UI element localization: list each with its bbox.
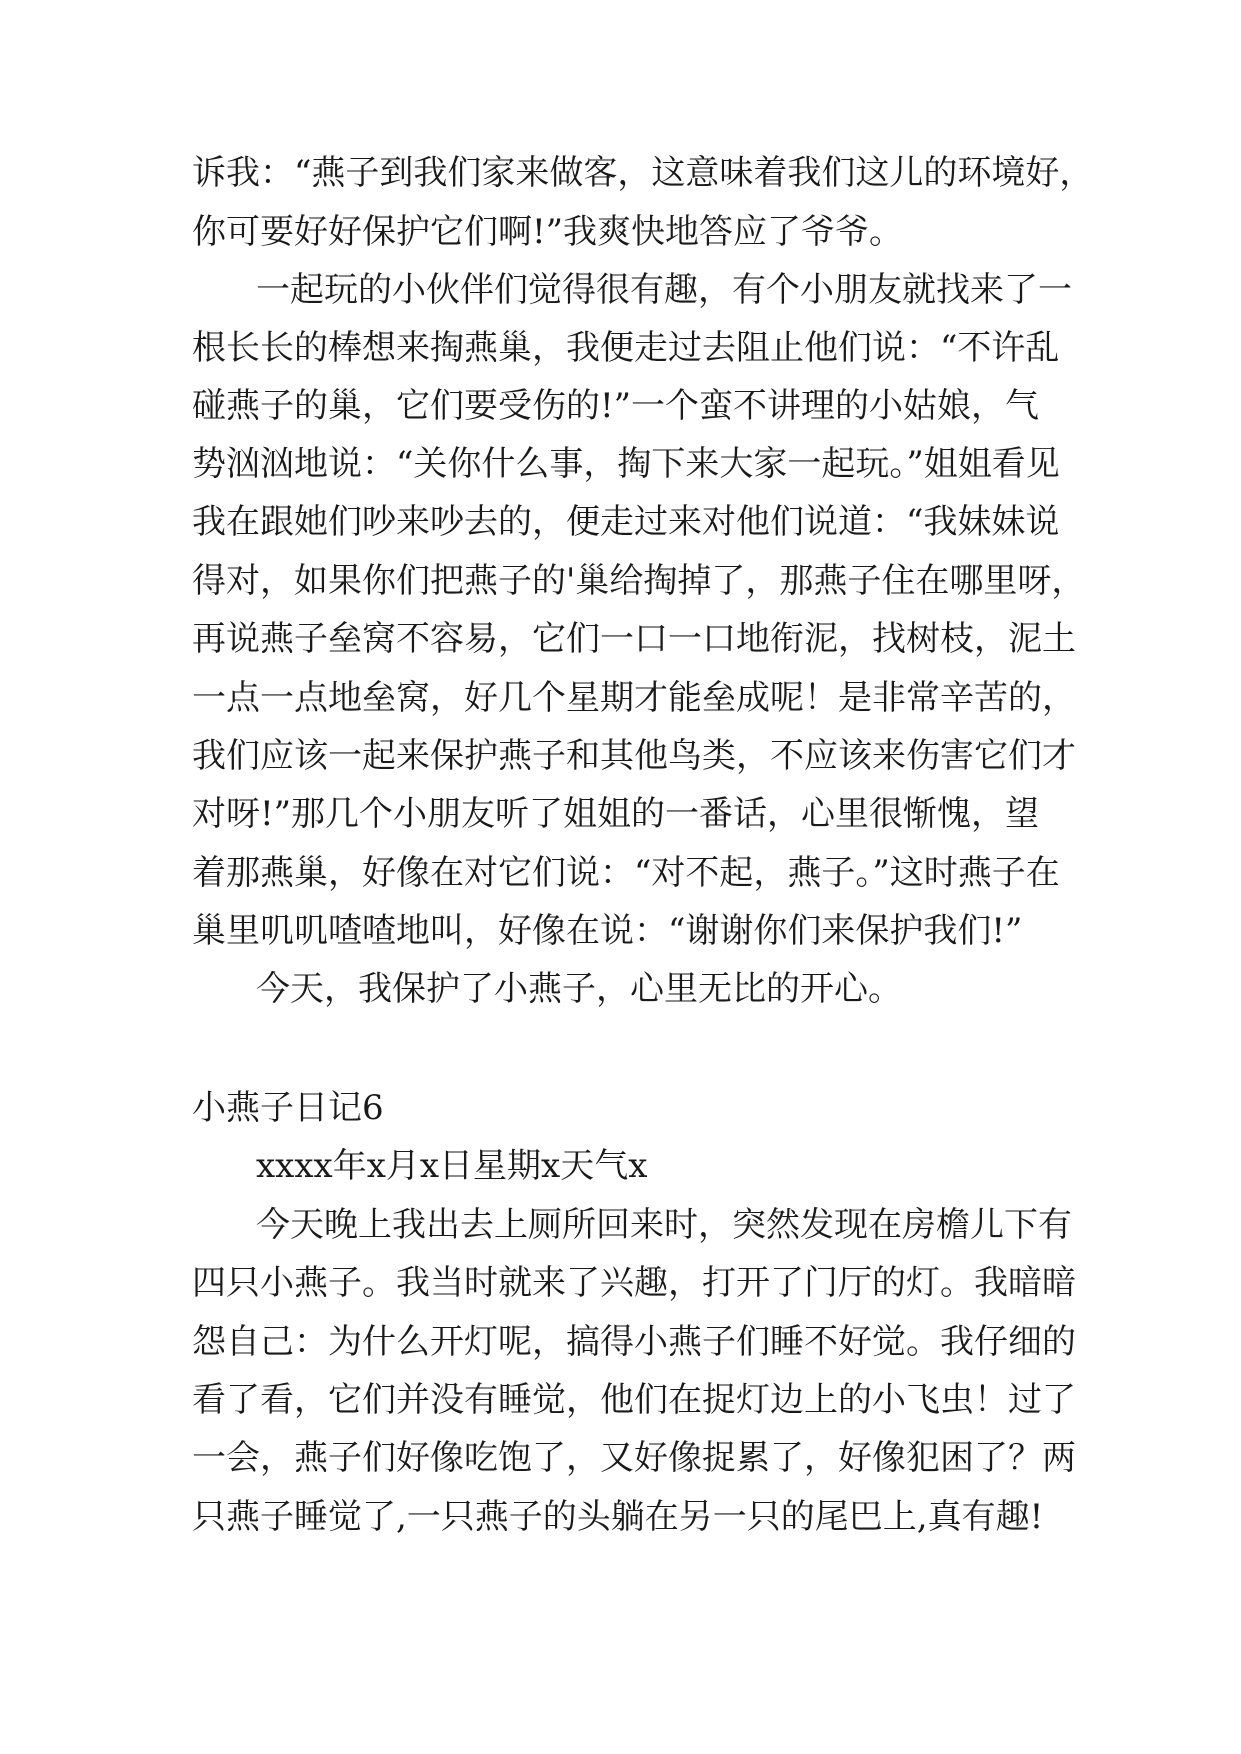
text-line: 一会，燕子们好像吃饱了，又好像捉累了，好像犯困了？两 [192,1438,1076,1478]
text-line: 一点一点地垒窝，好几个星期才能垒成呢！是非常辛苦的， [192,678,1076,718]
text-line: 看了看，它们并没有睡觉，他们在捉灯边上的小飞虫！过了 [192,1380,1076,1420]
text-line: 碰燕子的巢，它们要受伤的!”一个蛮不讲理的小姑娘，气 [192,386,1040,426]
text-line: 着那燕巢，好像在对它们说：“对不起，燕子。”这时燕子在 [192,853,1060,893]
text-line: 我们应该一起来保护燕子和其他鸟类，不应该来伤害它们才 [192,736,1076,776]
paragraph-start: 一起玩的小伙伴们觉得很有趣，有个小朋友就找来了一 [256,270,1072,310]
text-line: 势汹汹地说：“关你什么事，掏下来大家一起玩。”姐姐看见 [192,444,1060,484]
section-title: 小燕子日记6 [192,1088,384,1128]
text-line: 怨自己：为什么开灯呢，搞得小燕子们睡不好觉。我仔细的 [192,1322,1076,1362]
text-line: 根长长的棒想来掏燕巢，我便走过去阻止他们说：“不许乱 [192,328,1060,368]
text-line: 再说燕子垒窝不容易，它们一口一口地衔泥，找树枝，泥土 [192,619,1076,659]
text-line: 诉我：“燕子到我们家来做客，这意味着我们这儿的环境好， [192,153,1094,193]
text-line: 我在跟她们吵来吵去的，便走过来对他们说道：“我妹妹说 [192,502,1060,542]
text-line: 得对，如果你们把燕子的'巢给掏掉了，那燕子住在哪里呀， [192,561,1086,601]
paragraph-start: 今天，我保护了小燕子，心里无比的开心。 [256,969,902,1009]
text-line: 你可要好好保护它们啊!”我爽快地答应了爷爷。 [192,212,904,252]
text-line: 只燕子睡觉了,一只燕子的头躺在另一只的尾巴上,真有趣! [192,1497,1044,1537]
paragraph-start: 今天晚上我出去上厕所回来时，突然发现在房檐儿下有 [256,1205,1072,1245]
diary-date-line: xxxx年x月x日星期x天气x [256,1146,648,1186]
text-line: 对呀!”那几个小朋友听了姐姐的一番话，心里很惭愧，望 [192,794,1040,834]
text-line: 四只小燕子。我当时就来了兴趣，打开了门厅的灯。我暗暗 [192,1263,1076,1303]
text-line: 巢里叽叽喳喳地叫，好像在说：“谢谢你们来保护我们!” [192,911,1023,951]
